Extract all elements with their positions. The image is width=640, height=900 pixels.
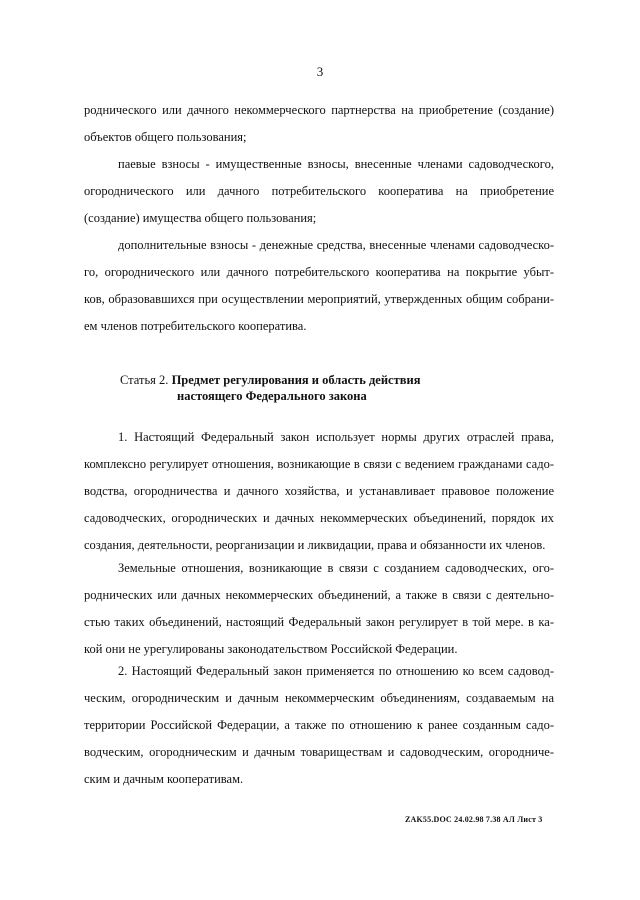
text-line: ем членов потребительского кооператива. bbox=[84, 319, 307, 333]
text-line: Земельные отношения, возникающие в связи с созданием садоводческих, ого- bbox=[118, 561, 554, 575]
page-number: 3 bbox=[316, 64, 324, 79]
text-line: 2. Настоящий Федеральный закон применяется по отношению ко всем садовод- bbox=[118, 664, 554, 678]
article-label: Статья 2. bbox=[120, 373, 169, 387]
paragraph-6 bbox=[84, 658, 554, 793]
text-line: го, огороднического или дачного потребительского кооператива на покрытие убыт- bbox=[84, 265, 554, 279]
text-line: огороднического или дачного потребительского кооператива на приобретение bbox=[84, 184, 554, 198]
paragraph-4 bbox=[84, 424, 554, 559]
article-title-line-1: Предмет регулирования и область действия bbox=[171, 373, 421, 387]
text-line: садоводческих, огороднических и дачных некоммерческих объединений, порядок их bbox=[84, 511, 554, 525]
paragraph-5 bbox=[84, 555, 554, 663]
text-line: ков, образовавшихся при осуществлении мероприятий, утвержденных общим собрани- bbox=[84, 292, 554, 306]
text-line: кой они не урегулированы законодательством Российской Федерации. bbox=[84, 642, 458, 656]
text-line: роднических или дачных некоммерческих объединений, а также в связи с деятельно- bbox=[84, 588, 554, 602]
text-line: территории Российской Федерации, а также по отношению к ранее созданным садо- bbox=[84, 718, 554, 732]
paragraph-1 bbox=[84, 97, 554, 151]
text-line: объектов общего пользования; bbox=[84, 130, 247, 144]
text-line: паевые взносы - имущественные взносы, внесенные членами садоводческого, bbox=[118, 157, 554, 171]
text-line: комплексно регулирует отношения, возникающие в связи с ведением гражданами садо- bbox=[84, 457, 554, 471]
text-line: создания, деятельности, реорганизации и ликвидации, права и обязанности их членов. bbox=[84, 538, 546, 552]
text-line: стью таких объединений, настоящий Федеральный закон регулирует в той мере. в ка- bbox=[84, 615, 554, 629]
text-line: 1. Настоящий Федеральный закон использует нормы других отраслей права, bbox=[118, 430, 554, 444]
text-line: ским и дачным кооперативам. bbox=[84, 772, 244, 786]
text-line: (создание) имущества общего пользования; bbox=[84, 211, 317, 225]
article-heading bbox=[120, 372, 540, 404]
article-title-line-2: настоящего Федерального закона bbox=[177, 389, 367, 403]
paragraph-3 bbox=[84, 232, 554, 340]
text-line: ческим, огородническим и дачным некоммерческим объединениям, создаваемым на bbox=[84, 691, 554, 705]
document-footer: ZAK55.DOC 24.02.98 7.38 АЛ Лист 3 bbox=[405, 815, 543, 824]
text-line: водства, огородничества и дачного хозяйства, и устанавливает правовое положение bbox=[84, 484, 554, 498]
text-line: водческим, огородническим и дачным товариществам и садоводческим, огородниче- bbox=[84, 745, 554, 759]
text-line: родническогo или дачного некоммерческого партнерства на приобретение (создание) bbox=[84, 103, 554, 117]
text-line: дополнительные взносы - денежные средства, внесенные членами садоводческо- bbox=[118, 238, 554, 252]
paragraph-2 bbox=[84, 151, 554, 232]
